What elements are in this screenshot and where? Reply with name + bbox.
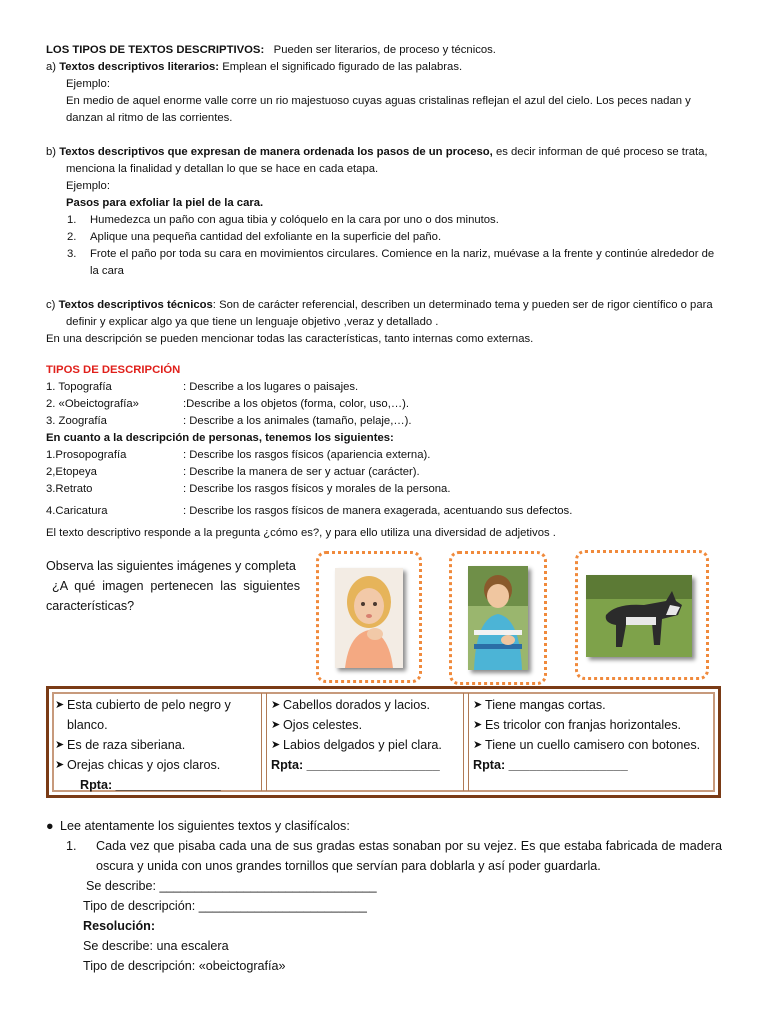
type-description: : Describe a los animales (tamaño, pelaje,…). xyxy=(183,415,412,427)
title-rest: Pueden ser literarios, de proceso y técnicos. xyxy=(273,44,496,56)
type-row xyxy=(46,413,722,430)
col2-answer-field[interactable]: Rpta: ___________________ xyxy=(271,758,440,772)
col3-item-2: ➤ Es tricolor con franjas horizontales. xyxy=(473,718,681,732)
b-text: es decir informan de qué proceso se trata, menciona la finalidad y detallan lo que se hace en cada etapa. xyxy=(66,146,708,175)
c-prefix: c) xyxy=(46,299,56,311)
type-row xyxy=(46,481,722,498)
type-description: :Describe a los objetos (forma, color, uso,…). xyxy=(183,398,410,410)
col3-answer-field[interactable]: Rpta: _________________ xyxy=(473,758,628,772)
step-item xyxy=(46,246,722,280)
col1-item-3: ➤ Orejas chicas y ojos claros. xyxy=(55,758,221,772)
husky-dog-photo xyxy=(586,575,692,657)
b-heading: Textos descriptivos que expresan de manera ordenada los pasos de un proceso, xyxy=(59,146,493,158)
resolution-label: Resolución: xyxy=(83,919,156,933)
closing-text: El texto descriptivo responde a la pregunta ¿cómo es?, y para ello utiliza una diversidad de adjetivos . xyxy=(46,527,556,539)
table-divider-1 xyxy=(261,693,267,791)
col2-item-2: ➤ Ojos celestes. xyxy=(271,718,363,732)
technical-section xyxy=(46,297,722,348)
types-section xyxy=(46,362,722,542)
c-text: : Son de carácter referencial, describen un determinado tema y pueden ser de rigor científico o para definir y explicar algo ya que tiene un lenguaje objetivo ,veraz y detallado . xyxy=(66,299,713,328)
girl-photo xyxy=(335,568,403,668)
main-title: LOS TIPOS DE TEXTOS DESCRIPTIVOS: xyxy=(46,44,265,56)
type-description: : Describe la manera de ser y actuar (carácter). xyxy=(183,466,420,478)
c-heading: Textos descriptivos técnicos xyxy=(58,299,213,311)
literary-example: En medio de aquel enorme valle corre un rio majestuoso cuyas aguas cristalinas reflejan el azul del cielo. Los peces nadan y danzan al ritmo de las corrientes. xyxy=(66,95,691,124)
intro-section xyxy=(46,42,722,127)
a-text: Emplean el significado figurado de las palabras. xyxy=(222,61,463,73)
activity-line1: Observa las siguientes imágenes y completa xyxy=(46,559,296,573)
exercise-section xyxy=(46,816,722,976)
types-title: TIPOS DE DESCRIPCIÓN xyxy=(46,364,181,376)
type-name: 1. Topografía xyxy=(46,381,112,393)
type-description: : Describe los rasgos físicos y morales de la persona. xyxy=(183,483,451,495)
type-row xyxy=(46,503,722,520)
step-text: Humedezca un paño con agua tibia y colóquelo en la cara por uno o dos minutos. xyxy=(90,214,499,226)
table-col-2 xyxy=(271,695,463,789)
boy-photo xyxy=(468,566,528,670)
step-number: 3. xyxy=(67,248,77,260)
type-description: : Describe los rasgos físicos (apariencia externa). xyxy=(183,449,431,461)
step-item xyxy=(46,229,722,246)
col3-item-1: ➤ Tiene mangas cortas. xyxy=(473,698,606,712)
describe-field[interactable]: Se describe: _______________________________ xyxy=(86,879,377,893)
resolution-describe: Se describe: una escalera xyxy=(83,939,229,953)
type-description: : Describe a los lugares o paisajes. xyxy=(183,381,359,393)
steps-list xyxy=(46,212,722,280)
activity-instructions xyxy=(46,556,300,616)
item-number: 1. xyxy=(66,839,77,853)
dog-image-frame xyxy=(575,550,709,680)
ejemplo-label-2: Ejemplo: xyxy=(66,180,110,192)
characteristics-table xyxy=(46,686,721,798)
table-col-1 xyxy=(55,695,260,792)
ejemplo-label: Ejemplo: xyxy=(66,78,110,90)
type-row xyxy=(46,447,722,464)
step-number: 1. xyxy=(67,214,77,226)
step-text: Frote el paño por toda su cara en movimientos circulares. Comience en la nariz, muévase a la frente y continúe alrededor de la cara xyxy=(90,248,715,277)
type-row xyxy=(46,379,722,396)
type-name: 3. Zoografía xyxy=(46,415,107,427)
type-row xyxy=(46,464,722,481)
step-text: Aplique una pequeña cantidad del exfoliante en la superficie del paño. xyxy=(90,231,442,243)
girl-image-frame xyxy=(316,551,422,683)
item-text: Cada vez que pisaba cada una de sus gradas estas sonaban por su vejez. Es que estaba fabricada de madera oscura y unida con unos grandes tornillos que servían para doblarla y así poder guardarla. xyxy=(96,839,722,873)
persons-title: En cuanto a la descripción de personas, tenemos los siguientes: xyxy=(46,432,394,444)
exercise-instruction: Lee atentamente los siguientes textos y clasifícalos: xyxy=(60,819,350,833)
type-name: 2,Etopeya xyxy=(46,466,97,478)
persons-list xyxy=(46,447,722,520)
type-name: 4.Caricatura xyxy=(46,505,108,517)
activity-line2: ¿A qué imagen pertenecen las siguientes características? xyxy=(46,579,300,613)
col1-answer-field[interactable]: Rpta: _______________ xyxy=(80,778,221,792)
table-col-3 xyxy=(473,695,713,789)
table-divider-2 xyxy=(463,693,469,791)
b-prefix: b) xyxy=(46,146,57,158)
type-description: : Describe los rasgos físicos de manera exagerada, acentuando sus defectos. xyxy=(183,505,573,517)
bullet-icon: ● xyxy=(46,819,54,833)
step-number: 2. xyxy=(67,231,77,243)
col1-item-1: ➤ Esta cubierto de pelo negro y blanco. xyxy=(55,698,231,732)
col1-item-2: ➤ Es de raza siberiana. xyxy=(55,738,186,752)
type-name: 2. «Obeictografía» xyxy=(46,398,139,410)
process-section xyxy=(46,144,722,280)
type-name: 1.Prosopografía xyxy=(46,449,127,461)
boy-image-frame xyxy=(449,551,547,685)
col3-item-3: ➤ Tiene un cuello camisero con botones. xyxy=(473,738,701,752)
a-prefix: a) xyxy=(46,61,57,73)
types-list xyxy=(46,379,722,430)
a-heading: Textos descriptivos literarios: xyxy=(59,61,220,73)
type-row xyxy=(46,396,722,413)
col2-item-3: ➤ Labios delgados y piel clara. xyxy=(271,738,442,752)
type-name: 3.Retrato xyxy=(46,483,93,495)
c-after: En una descripción se pueden mencionar todas las características, tanto internas como externas. xyxy=(46,333,534,345)
resolution-type: Tipo de descripción: «obeictografía» xyxy=(83,959,286,973)
col2-item-1: ➤ Cabellos dorados y lacios. xyxy=(271,698,431,712)
step-item xyxy=(46,212,722,229)
steps-title: Pasos para exfoliar la piel de la cara. xyxy=(66,197,264,209)
type-field[interactable]: Tipo de descripción: ________________________ xyxy=(83,899,367,913)
